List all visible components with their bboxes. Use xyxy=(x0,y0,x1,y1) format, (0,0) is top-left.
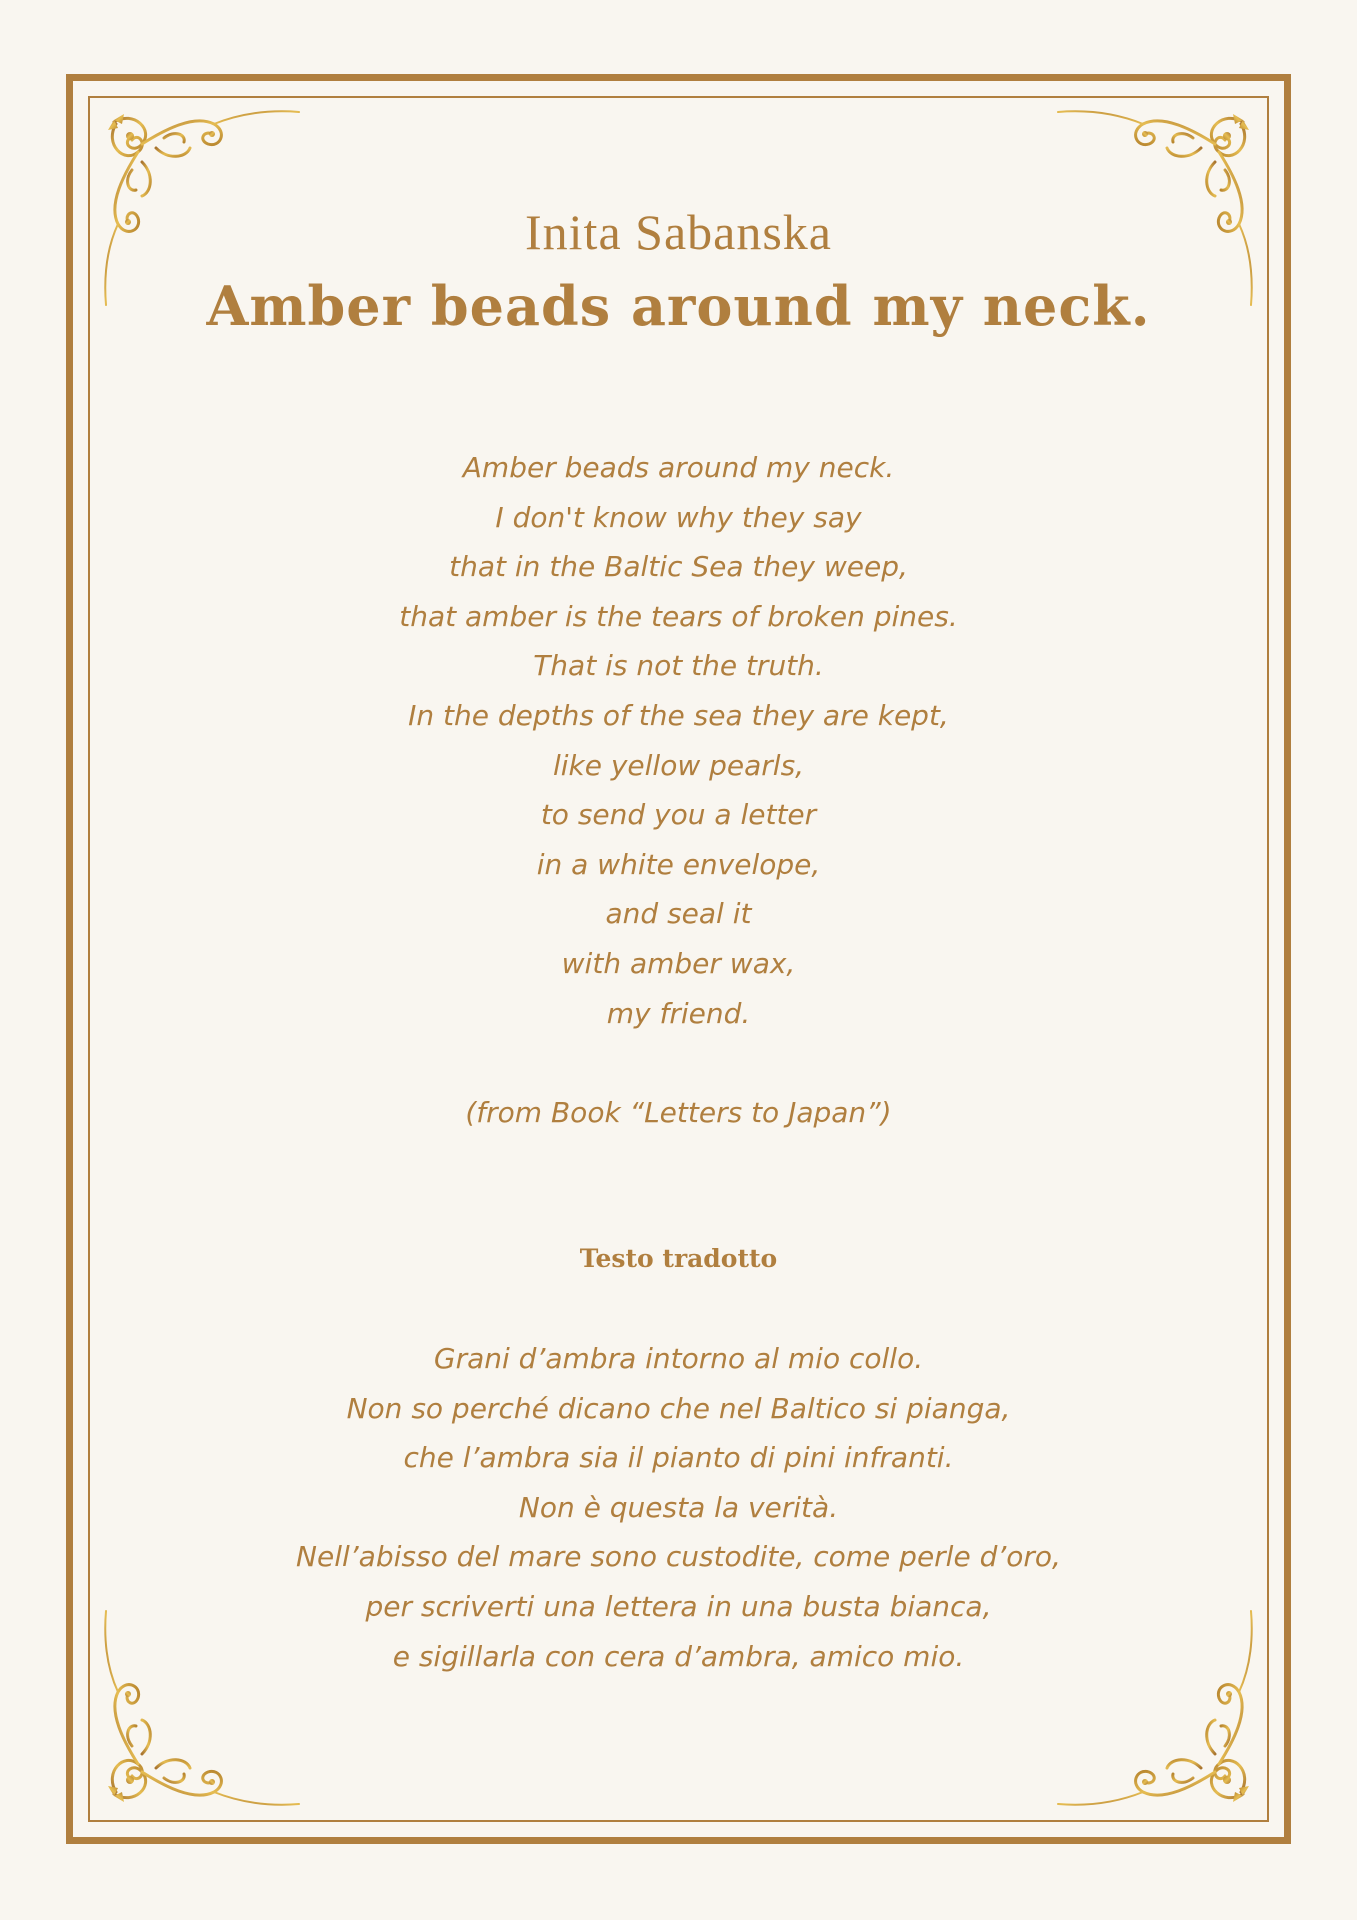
poem-line: to send you a letter xyxy=(540,798,817,832)
poem-line: that in the Baltic Sea they weep, xyxy=(449,550,908,584)
poem-line: that amber is the tears of broken pines. xyxy=(399,599,958,633)
poem-line: per scriverti una lettera in una busta bianca, xyxy=(365,1589,992,1623)
poem-line: That is not the truth. xyxy=(533,649,824,683)
poem-line: and seal it xyxy=(605,897,752,931)
poem-line: my friend. xyxy=(606,996,751,1030)
source-note: (from Book “Letters to Japan”) xyxy=(465,1096,892,1129)
poem-line: with amber wax, xyxy=(561,946,796,980)
poem-line: In the depths of the sea they are kept, xyxy=(408,698,949,732)
poem-italian xyxy=(88,1334,1269,1681)
poem-line: Amber beads around my neck. xyxy=(462,451,895,484)
poem-english xyxy=(88,443,1269,1038)
poem-line: in a white envelope, xyxy=(536,847,821,881)
poem-line: like yellow pearls, xyxy=(552,748,805,782)
poem-line: che l’ambra sia il pianto di pini infranti. xyxy=(403,1441,954,1475)
poem-title: Amber beads around my neck. xyxy=(206,274,1151,338)
poem-line: Nell’abisso del mare sono custodite, come perle d’oro, xyxy=(296,1540,1061,1574)
poem-line: Non so perché dicano che nel Baltico si pianga, xyxy=(346,1391,1011,1425)
poem-line: e sigillarla con cera d’ambra, amico mio. xyxy=(392,1639,965,1673)
poem-line: I don't know why they say xyxy=(495,500,862,534)
translation-heading: Testo tradotto xyxy=(579,1244,778,1273)
poem-line: Non è questa la verità. xyxy=(518,1490,839,1524)
author-name: Inita Sabanska xyxy=(525,204,832,260)
poem-line: Grani d’ambra intorno al mio collo. xyxy=(433,1342,924,1375)
